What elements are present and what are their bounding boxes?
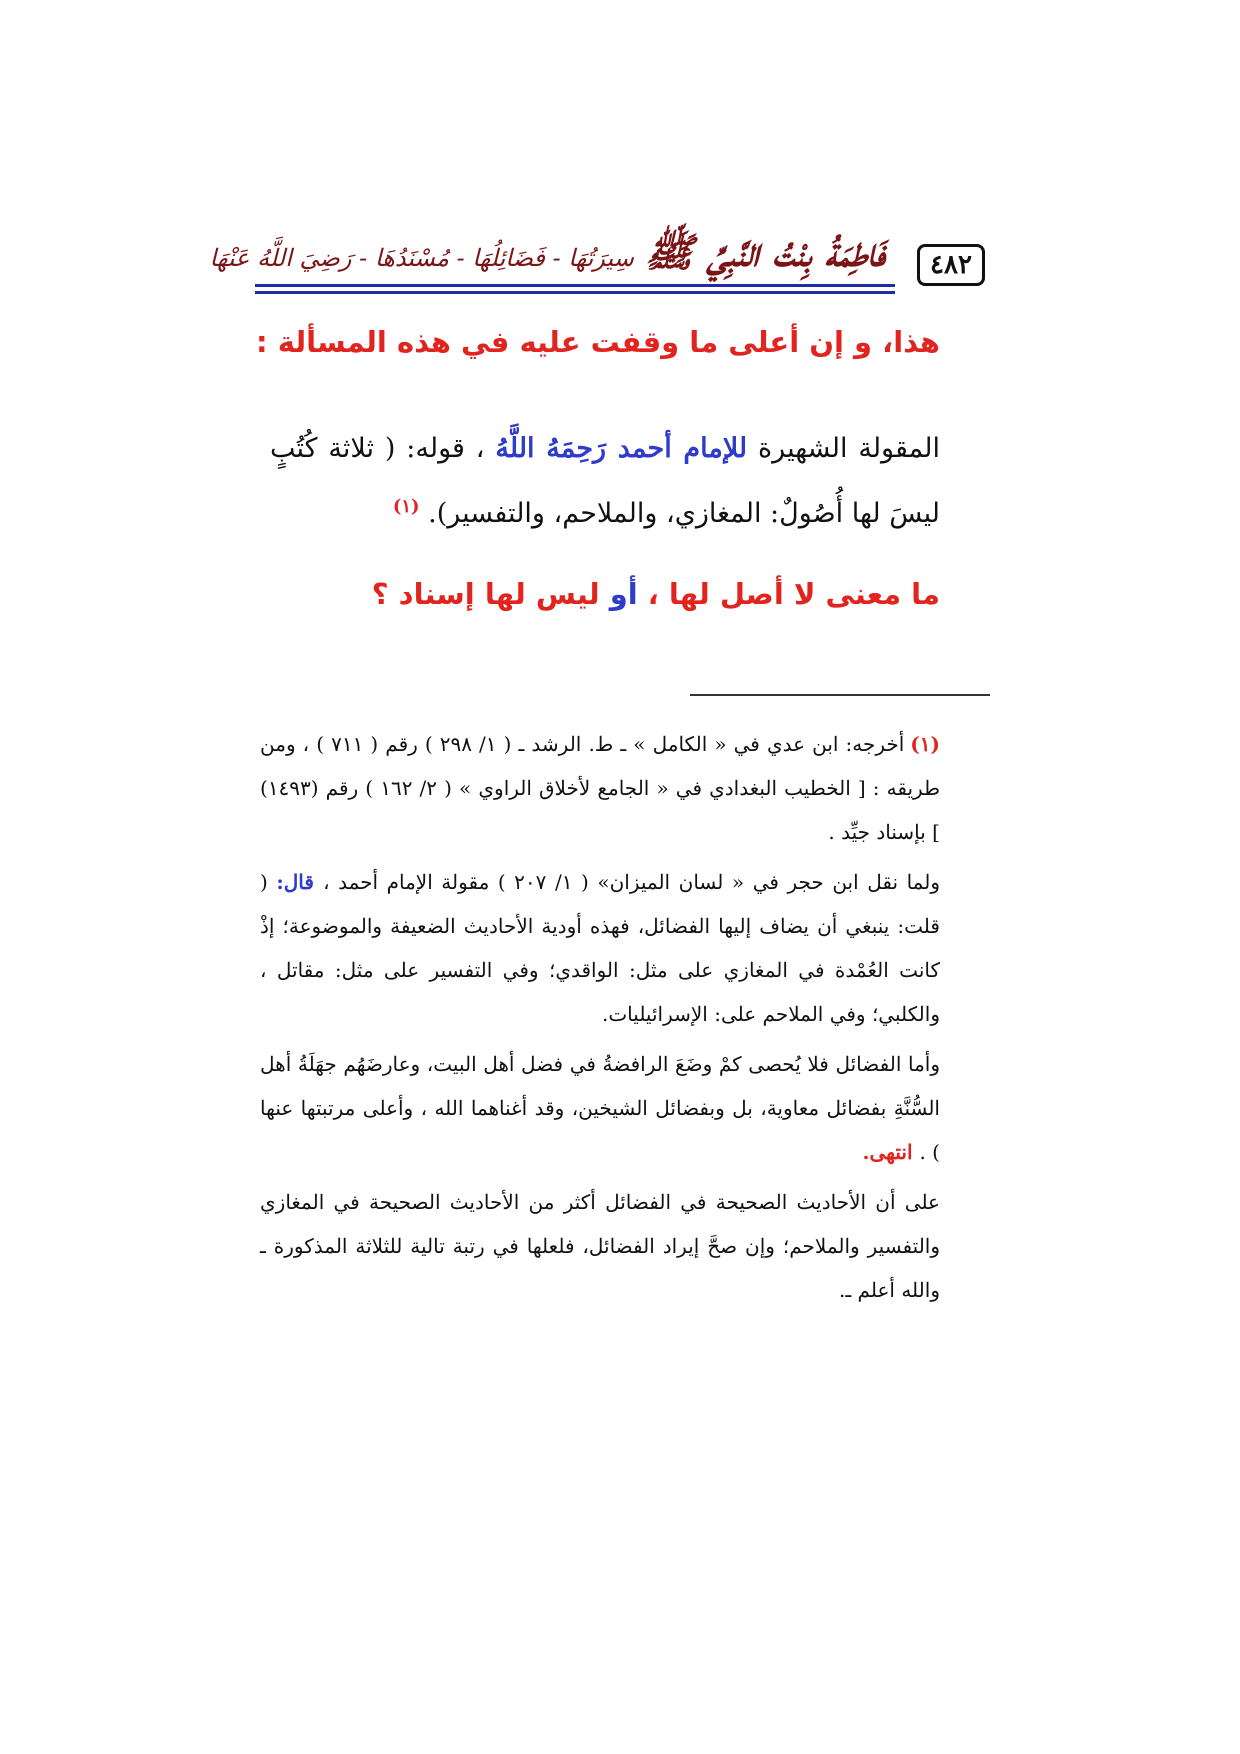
book-title-sub: سِيرَتُهَا - فَضَائِلُهَا - مُسْنَدُهَا - رَضِيَ اللَّهُ عَنْهَا: [209, 244, 634, 272]
footnote-para-3-text: وأما الفضائل فلا يُحصى كمْ وضَعَ الرافضةُ في فضل أهل البيت، وعارضَهُم جهَلَةُ أهل السُّنَّةِ بفضائل معاوية، بل وبفضائل الشيخين، وقد أغناهما الله ، وأعلى مرتبتها عنها ) .: [260, 1052, 940, 1164]
footnote-para-4-text: على أن الأحاديث الصحيحة في الفضائل أكثر من الأحاديث الصحيحة في المغازي والتفسير والملاحم؛ وإن صحَّ إيراد الفضائل، فلعلها في رتبة تالية للثلاثة المذكورة ـ والله أعلم ـ.: [260, 1190, 940, 1302]
paragraph-text-end: ، قوله: ( ثلاثة كُتُبٍ ليسَ لها أُصُولٌ: المغازي، والملاحم، والتفسير).: [270, 433, 940, 529]
intaha-highlight: انتهى.: [862, 1140, 920, 1164]
page-header: [209, 228, 985, 298]
footnote-para-2: [260, 860, 940, 1036]
question-heading: [320, 577, 940, 611]
footnote-number: (١): [910, 732, 940, 756]
footnotes: [260, 722, 940, 1318]
footnote-reference[interactable]: (١): [392, 496, 420, 517]
book-title: [209, 228, 885, 282]
question-part-2: ليس لها إسناد ؟: [371, 577, 600, 611]
section-heading: هذا، و إن أعلى ما وقفت عليه في هذه المسألة :: [256, 325, 940, 359]
paragraph-text-start: المقولة الشهيرة: [747, 433, 940, 464]
imam-name-highlight: للإمام أحمد رَحِمَهُ اللَّهُ: [495, 433, 748, 464]
footnote-para-2-end: ( قلت: ينبغي أن يضاف إليها الفضائل، فهذه أودية الأحاديث الضعيفة والموضوعة؛ إذْ كانت العُمْدة في المغازي على مثل: الواقدي؛ وفي التفسير على مثل: مقاتل ، والكلبي؛ وفي الملاحم على: الإسرائيليات.: [260, 870, 940, 1026]
body-paragraph: [270, 420, 940, 543]
question-or: أو: [609, 577, 638, 611]
footnote-1-text: أخرجه: ابن عدي في « الكامل » ـ ط. الرشد ـ ( ١/ ٢٩٨ ) رقم ( ٧١١ ) ، ومن طريقه : [ الخطيب البغدادي في « الجامع لأخلاق الراوي » ( ٢/ ١٦٢ ) رقم (١٤٩٣) ] بإسناد جيِّد .: [260, 732, 940, 844]
qal-highlight: قال:: [276, 870, 324, 894]
question-part-1: ما معنى لا أصل لها ،: [647, 577, 940, 611]
footnote-para-4: [260, 1180, 940, 1312]
header-divider: [255, 284, 895, 294]
book-title-main: فَاطِمَةُ بِنْتُ النَّبِيِّ ﷺ: [645, 229, 885, 276]
footnote-1: [260, 722, 940, 854]
page-number: ٤٨٢: [917, 244, 985, 286]
footnote-para-2-start: ولما نقل ابن حجر في « لسان الميزان» ( ١/ ٢٠٧ ) مقولة الإمام أحمد ،: [323, 870, 940, 894]
footnote-para-3: [260, 1042, 940, 1174]
footnote-separator: [690, 694, 990, 696]
